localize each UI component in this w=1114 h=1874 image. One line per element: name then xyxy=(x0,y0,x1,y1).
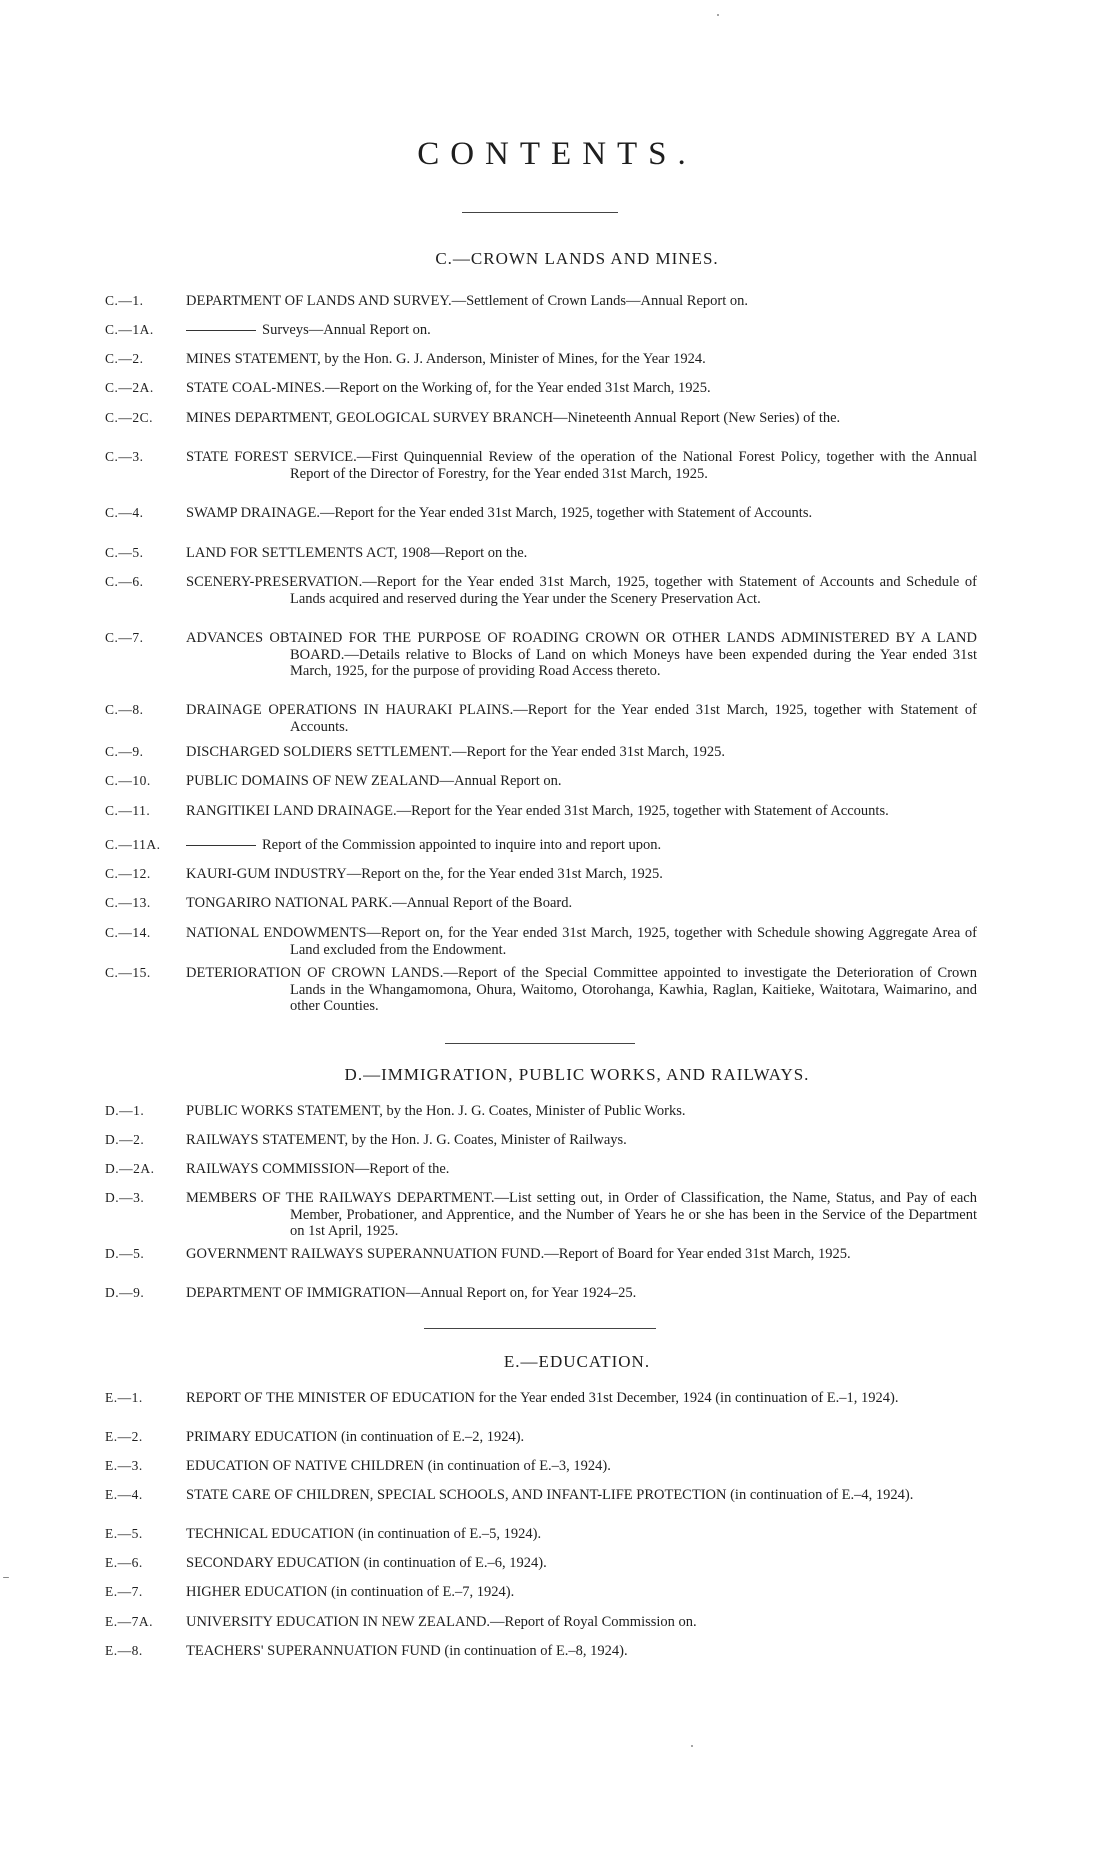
contents-entry xyxy=(105,1643,977,1660)
entry-description xyxy=(186,1103,977,1120)
page-title: CONTENTS. xyxy=(417,136,697,172)
entry-code: D.—3. xyxy=(105,1190,145,1205)
scan-speck xyxy=(691,1745,693,1747)
entry-code: C.—5. xyxy=(105,545,144,560)
entry-text: Surveys—Annual Report on. xyxy=(262,322,431,338)
entry-text: STATE FOREST SERVICE.—First Quinquennial Review of the operation of the National Forest Policy, together with the Annual Report of the Director of Forestry, for the Year ended 31st March, 1925. xyxy=(186,449,977,482)
entry-text: LAND FOR SETTLEMENTS ACT, 1908—Report on the. xyxy=(186,545,528,561)
entry-description xyxy=(186,925,977,958)
entry-description xyxy=(186,1526,977,1543)
contents-entry xyxy=(105,505,977,522)
contents-entry xyxy=(105,322,977,339)
entry-text: UNIVERSITY EDUCATION IN NEW ZEALAND.—Report of Royal Commission on. xyxy=(186,1614,697,1630)
contents-entry xyxy=(105,630,977,680)
entry-code: C.—11A. xyxy=(105,837,161,852)
contents-entry xyxy=(105,1487,977,1504)
entry-description xyxy=(186,630,977,680)
contents-entry xyxy=(105,545,977,562)
entry-description xyxy=(186,837,977,854)
entry-code: E.—7. xyxy=(105,1584,143,1599)
entry-text: DRAINAGE OPERATIONS IN HAURAKI PLAINS.—Report for the Year ended 31st March, 1925, together with Statement of Accounts. xyxy=(186,702,977,735)
entry-text: STATE COAL-MINES.—Report on the Working of, for the Year ended 31st March, 1925. xyxy=(186,380,711,396)
entry-code: C.—1. xyxy=(105,293,144,308)
contents-entry xyxy=(105,1161,977,1178)
entry-description xyxy=(186,1161,977,1178)
entry-code: C.—8. xyxy=(105,702,144,717)
entry-description xyxy=(186,965,977,1015)
entry-description xyxy=(186,1390,977,1407)
entry-description xyxy=(186,351,977,368)
entry-code: C.—3. xyxy=(105,449,144,464)
contents-entry xyxy=(105,1526,977,1543)
entry-description xyxy=(186,895,977,912)
contents-entry xyxy=(105,1555,977,1572)
entry-text: RAILWAYS STATEMENT, by the Hon. J. G. Coates, Minister of Railways. xyxy=(186,1132,627,1148)
entry-description xyxy=(186,449,977,482)
entry-text: SWAMP DRAINAGE.—Report for the Year ended 31st March, 1925, together with Statement of Accounts. xyxy=(186,505,813,521)
contents-entry xyxy=(105,1614,977,1631)
entry-code: E.—8. xyxy=(105,1643,143,1658)
entry-text: MINES DEPARTMENT, GEOLOGICAL SURVEY BRANCH—Nineteenth Annual Report (New Series) of the. xyxy=(186,410,841,426)
section-heading-e: E.—EDUCATION. xyxy=(503,1352,651,1371)
entry-description xyxy=(186,505,977,522)
contents-entry xyxy=(105,1429,977,1446)
entry-code: C.—15. xyxy=(105,965,151,980)
entry-code: C.—9. xyxy=(105,744,144,759)
entry-text: SECONDARY EDUCATION (in continuation of E.–6, 1924). xyxy=(186,1555,547,1571)
entry-description xyxy=(186,1285,977,1302)
contents-entry xyxy=(105,1390,977,1407)
entry-code: C.—12. xyxy=(105,866,151,881)
scan-speck xyxy=(3,1577,9,1578)
entry-code: C.—13. xyxy=(105,895,151,910)
contents-entry xyxy=(105,1285,977,1302)
entry-code: E.—2. xyxy=(105,1429,143,1444)
contents-entry xyxy=(105,1584,977,1601)
entry-text: KAURI-GUM INDUSTRY—Report on the, for the Year ended 31st March, 1925. xyxy=(186,866,663,882)
entry-code: E.—1. xyxy=(105,1390,143,1405)
contents-entry xyxy=(105,1246,977,1263)
entry-description xyxy=(186,545,977,562)
entry-text: MINES STATEMENT, by the Hon. G. J. Anderson, Minister of Mines, for the Year 1924. xyxy=(186,351,706,367)
entry-code: C.—1A. xyxy=(105,322,154,337)
entry-text: SCENERY-PRESERVATION.—Report for the Year ended 31st March, 1925, together with Statement of Accounts and Schedule of Lands acquired and reserved during the Year under the Scenery Preservation Act. xyxy=(186,574,977,607)
entry-code: C.—11. xyxy=(105,803,151,818)
entry-text: PUBLIC WORKS STATEMENT, by the Hon. J. G. Coates, Minister of Public Works. xyxy=(186,1103,686,1119)
entry-description xyxy=(186,1487,977,1504)
contents-entry xyxy=(105,1103,977,1120)
contents-entry xyxy=(105,773,977,790)
contents-entry xyxy=(105,702,977,735)
entry-description xyxy=(186,1246,977,1263)
entry-description xyxy=(186,574,977,607)
entry-code: C.—6. xyxy=(105,574,144,589)
scan-speck xyxy=(717,14,719,16)
contents-entry xyxy=(105,925,977,958)
entry-description xyxy=(186,410,977,427)
section-heading-c: C.—CROWN LANDS AND MINES. xyxy=(435,249,719,268)
entry-code: C.—14. xyxy=(105,925,151,940)
entry-description xyxy=(186,1132,977,1149)
section-heading-d: D.—IMMIGRATION, PUBLIC WORKS, AND RAILWAYS. xyxy=(344,1065,810,1084)
entry-code: E.—4. xyxy=(105,1487,143,1502)
entry-text: STATE CARE OF CHILDREN, SPECIAL SCHOOLS, AND INFANT-LIFE PROTECTION (in continuation of E.–4, 1924). xyxy=(186,1487,914,1503)
entry-code: C.—2. xyxy=(105,351,144,366)
entry-text: DEPARTMENT OF LANDS AND SURVEY.—Settlement of Crown Lands—Annual Report on. xyxy=(186,293,748,309)
contents-entry xyxy=(105,293,977,310)
entry-description xyxy=(186,1555,977,1572)
entry-code: E.—7A. xyxy=(105,1614,153,1629)
contents-entry xyxy=(105,410,977,427)
entry-text: PUBLIC DOMAINS OF NEW ZEALAND—Annual Report on. xyxy=(186,773,562,789)
entry-text: Report of the Commission appointed to inquire into and report upon. xyxy=(262,837,662,853)
title-rule xyxy=(462,212,618,213)
contents-entry xyxy=(105,895,977,912)
entry-description xyxy=(186,866,977,883)
entry-text: EDUCATION OF NATIVE CHILDREN (in continuation of E.–3, 1924). xyxy=(186,1458,611,1474)
entry-code: C.—10. xyxy=(105,773,151,788)
entry-description xyxy=(186,744,977,761)
contents-entry xyxy=(105,449,977,482)
entry-description xyxy=(186,702,977,735)
entry-code: C.—7. xyxy=(105,630,144,645)
contents-entry xyxy=(105,1132,977,1149)
entry-description xyxy=(186,293,977,310)
entry-text: DETERIORATION OF CROWN LANDS.—Report of the Special Committee appointed to investigate the Deterioration of Crown Lands in the Whangamomona, Ohura, Waitomo, Otorohanga, Kawhia, Raglan, Kaitieke, Waitotara, Waimarino, and other Counties. xyxy=(186,965,977,1014)
contents-entry xyxy=(105,380,977,397)
entry-text: DEPARTMENT OF IMMIGRATION—Annual Report on, for Year 1924–25. xyxy=(186,1285,637,1301)
entry-text: GOVERNMENT RAILWAYS SUPERANNUATION FUND.—Report of Board for Year ended 31st March, 1925. xyxy=(186,1246,851,1262)
entry-description xyxy=(186,1429,977,1446)
contents-entry xyxy=(105,574,977,607)
entry-text: REPORT OF THE MINISTER OF EDUCATION for the Year ended 31st December, 1924 (in continuation of E.–1, 1924). xyxy=(186,1390,899,1406)
entry-text: PRIMARY EDUCATION (in continuation of E.–2, 1924). xyxy=(186,1429,525,1445)
entry-description xyxy=(186,380,977,397)
entry-description xyxy=(186,1643,977,1660)
entry-text: MEMBERS OF THE RAILWAYS DEPARTMENT.—List setting out, in Order of Classification, the Name, Status, and Pay of each Member, Probationer, and Apprentice, and the Number of Years he or she has been in the Service of the Department on 1st April, 1925. xyxy=(186,1190,977,1239)
entry-text: RANGITIKEI LAND DRAINAGE.—Report for the Year ended 31st March, 1925, together with Statement of Accounts. xyxy=(186,803,889,819)
contents-entry xyxy=(105,803,977,820)
ditto-rule xyxy=(186,330,256,331)
entry-code: D.—9. xyxy=(105,1285,145,1300)
entry-text: TEACHERS' SUPERANNUATION FUND (in continuation of E.–8, 1924). xyxy=(186,1643,628,1659)
contents-entry xyxy=(105,837,977,854)
entry-code: E.—5. xyxy=(105,1526,143,1541)
entry-code: D.—5. xyxy=(105,1246,145,1261)
entry-code: D.—2. xyxy=(105,1132,145,1147)
entry-text: ADVANCES OBTAINED FOR THE PURPOSE OF ROADING CROWN OR OTHER LANDS ADMINISTERED BY A LAND BOARD.—Details relative to Blocks of Land on which Moneys have been expended during the Year ended 31st March, 1925, for the purpose of providing Road Access thereto. xyxy=(186,630,977,679)
entry-text: DISCHARGED SOLDIERS SETTLEMENT.—Report for the Year ended 31st March, 1925. xyxy=(186,744,725,760)
section-rule-d xyxy=(424,1328,656,1329)
entry-code: D.—1. xyxy=(105,1103,145,1118)
entry-description xyxy=(186,773,977,790)
entry-text: NATIONAL ENDOWMENTS—Report on, for the Year ended 31st March, 1925, together with Schedule showing Aggregate Area of Land excluded from the Endowment. xyxy=(186,925,977,958)
contents-entry xyxy=(105,866,977,883)
entry-text: TECHNICAL EDUCATION (in continuation of E.–5, 1924). xyxy=(186,1526,542,1542)
entry-code: C.—2A. xyxy=(105,380,154,395)
entry-description xyxy=(186,1190,977,1240)
contents-entry xyxy=(105,1458,977,1475)
entry-text: TONGARIRO NATIONAL PARK.—Annual Report of the Board. xyxy=(186,895,573,911)
entry-description xyxy=(186,803,977,820)
section-rule-c xyxy=(445,1043,635,1044)
entry-code: C.—4. xyxy=(105,505,144,520)
entry-code: C.—2C. xyxy=(105,410,154,425)
entry-description xyxy=(186,1458,977,1475)
contents-entry xyxy=(105,1190,977,1240)
entry-code: D.—2A. xyxy=(105,1161,155,1176)
ditto-rule xyxy=(186,845,256,846)
contents-entry xyxy=(105,351,977,368)
entry-text: RAILWAYS COMMISSION—Report of the. xyxy=(186,1161,450,1177)
contents-entry xyxy=(105,744,977,761)
entry-text: HIGHER EDUCATION (in continuation of E.–7, 1924). xyxy=(186,1584,515,1600)
entry-code: E.—3. xyxy=(105,1458,143,1473)
entry-code: E.—6. xyxy=(105,1555,143,1570)
entry-description xyxy=(186,322,977,339)
entry-description xyxy=(186,1614,977,1631)
contents-entry xyxy=(105,965,977,1015)
entry-description xyxy=(186,1584,977,1601)
